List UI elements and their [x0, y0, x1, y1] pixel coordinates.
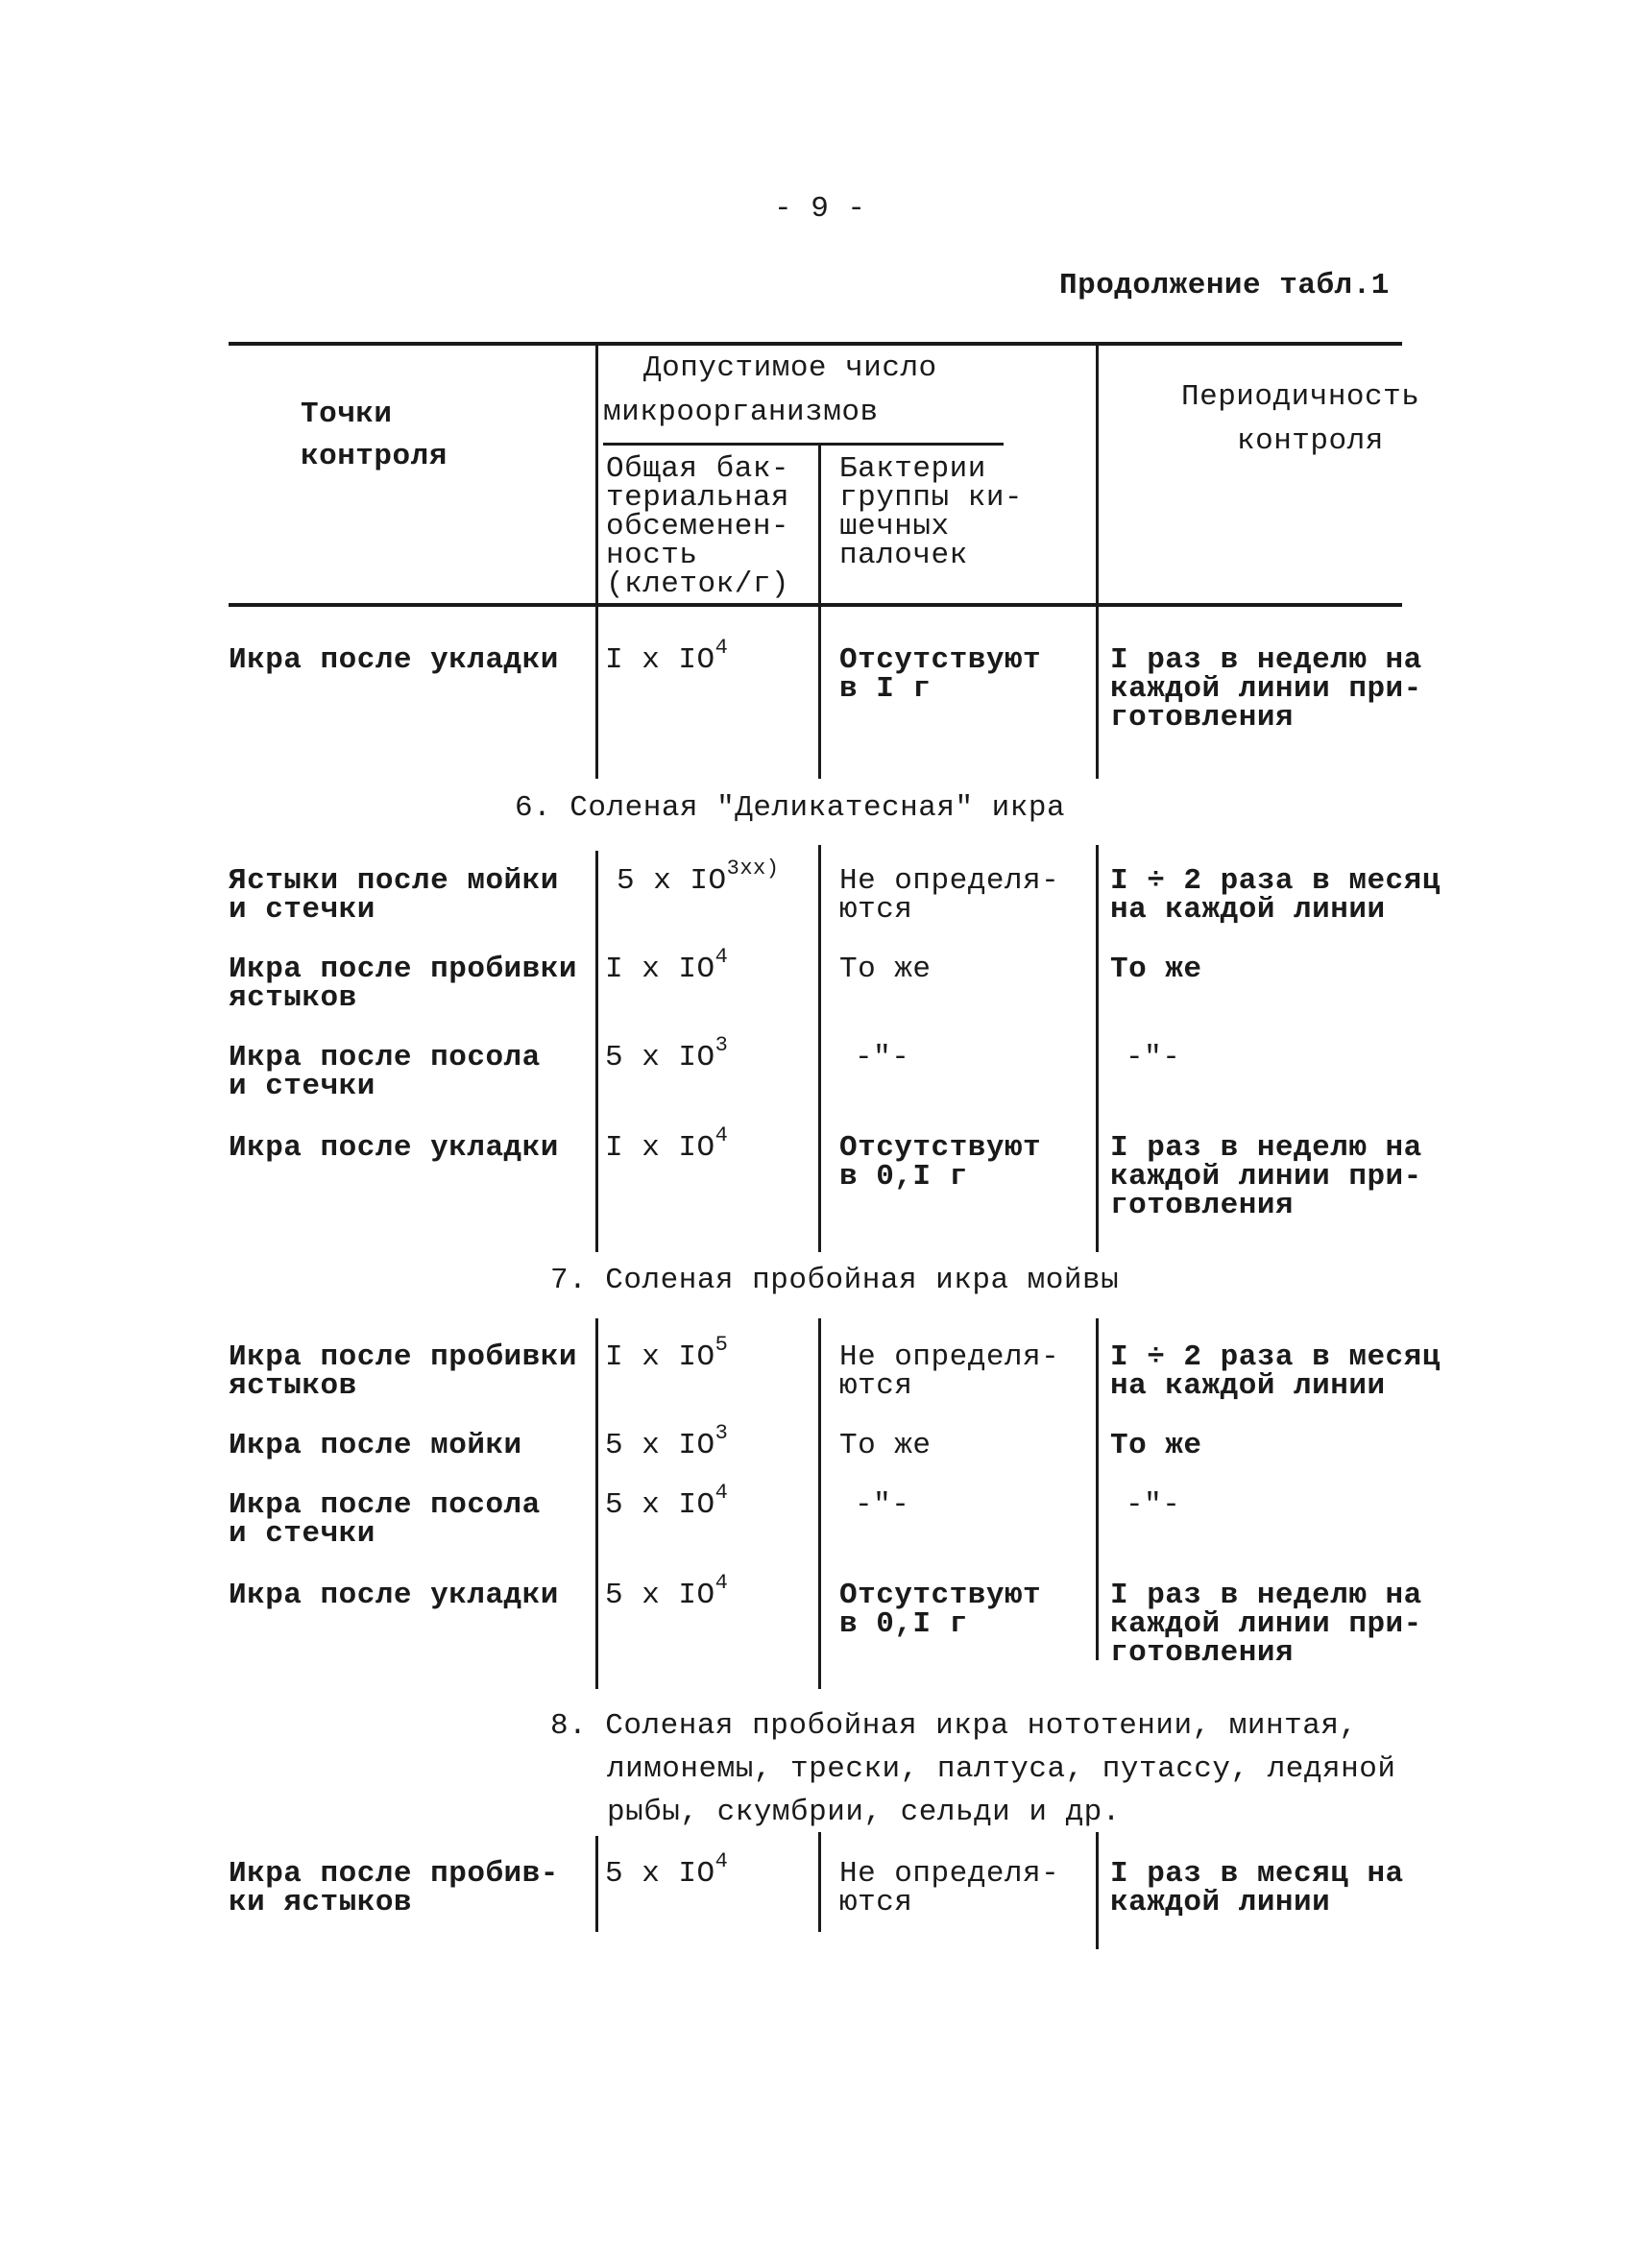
row-bacteria: ются [839, 1886, 913, 1919]
body-divider-1c [595, 1318, 598, 1689]
col-header-bacteria-2: группы ки- [839, 481, 1024, 515]
row-period: I раз в неделю на [1110, 1131, 1422, 1165]
row-period: готовления [1110, 701, 1295, 735]
row-period: I ÷ 2 раза в месяц [1110, 1340, 1441, 1374]
row-point: и стечки [229, 1517, 375, 1551]
row-count: 5 x $IO^3$ [605, 1420, 729, 1462]
row-count: 5 x $IO^3$ [605, 1032, 729, 1074]
row-count: 5 x $IO^{3xx)}$ [617, 856, 780, 898]
section-7-title: 7. Соленая пробойная икра мойвы [550, 1264, 1120, 1297]
body-divider-2d [818, 1832, 821, 1932]
col-header-total-1: Общая бак- [606, 452, 790, 486]
row-bacteria: -"- [855, 1488, 910, 1522]
row-point: ястыков [229, 1369, 357, 1403]
row-point: Икра после пробивки [229, 953, 577, 986]
row-count: I x $IO^4$ [605, 944, 729, 986]
row-point: ястыков [229, 981, 357, 1015]
row-point: и стечки [229, 893, 375, 927]
section-8-title-line-2: лимонемы, трески, палтуса, путассу, ледяной [607, 1752, 1396, 1786]
row-count: 5 x $IO^4$ [605, 1570, 729, 1612]
row-count: 5 x $IO^4$ [605, 1480, 729, 1522]
row-bacteria: ются [839, 1369, 913, 1403]
row-count: I x $IO^4$ [605, 1122, 729, 1165]
row-period: каждой линии при- [1110, 672, 1422, 706]
row-period: каждой линии [1110, 1886, 1331, 1919]
row-period: готовления [1110, 1189, 1295, 1222]
header-bottom-rule [229, 603, 1402, 607]
row-point: ки ястыков [229, 1886, 413, 1919]
row-period: I ÷ 2 раза в месяц [1110, 864, 1441, 898]
row-period: -"- [1126, 1041, 1181, 1074]
row-bacteria: в 0,I г [839, 1607, 968, 1641]
row-period: каждой линии при- [1110, 1607, 1422, 1641]
row-point: и стечки [229, 1070, 375, 1103]
row-bacteria: То же [839, 953, 932, 986]
body-divider-1a [595, 606, 598, 779]
row-point: Икра после укладки [229, 1579, 559, 1612]
row-bacteria: -"- [855, 1041, 910, 1074]
col-header-bacteria-4: палочек [839, 539, 968, 572]
row-bacteria: в 0,I г [839, 1160, 968, 1194]
row-bacteria: Не определя- [839, 1857, 1060, 1891]
row-bacteria: Не определя- [839, 1340, 1060, 1374]
section-6-title: 6. Соленая "Деликатесная" икра [515, 791, 1066, 825]
header-divider-1 [595, 342, 598, 606]
col-header-points: Точки [301, 398, 393, 431]
body-divider-3b [1096, 845, 1099, 1252]
row-bacteria: в I г [839, 672, 932, 706]
row-count: I x $IO^4$ [605, 635, 729, 677]
col-header-allowed-2: микроорганизмов [603, 396, 879, 429]
col-header-points-2: контроля [301, 440, 448, 473]
header-divider-3 [1096, 342, 1099, 606]
col-header-total-4: ность [606, 539, 698, 572]
body-divider-2a [818, 606, 821, 779]
row-period: I раз в неделю на [1110, 643, 1422, 677]
table-continuation-note: Продолжение табл.1 [1059, 269, 1390, 302]
row-bacteria: Не определя- [839, 864, 1060, 898]
body-divider-1b [595, 851, 598, 1252]
row-point: Икра после укладки [229, 643, 559, 677]
page-number: - 9 - [774, 192, 866, 226]
row-bacteria: Отсутствуют [839, 1579, 1042, 1612]
col-header-bacteria-3: шечных [839, 510, 950, 543]
header-divider-2 [818, 445, 821, 606]
body-divider-3c [1096, 1318, 1099, 1660]
row-period: на каждой линии [1110, 1369, 1386, 1403]
body-divider-1d [595, 1836, 598, 1932]
body-divider-2c [818, 1318, 821, 1689]
row-bacteria: Отсутствуют [839, 643, 1042, 677]
col-header-bacteria-1: Бактерии [839, 452, 986, 486]
body-divider-3a [1096, 606, 1099, 779]
row-period: готовления [1110, 1636, 1295, 1670]
row-period: на каждой линии [1110, 893, 1386, 927]
row-count: 5 x $IO^4$ [605, 1848, 729, 1891]
row-period: -"- [1126, 1488, 1181, 1522]
col-header-total-5: (клеток/г) [606, 567, 790, 601]
row-period: I раз в неделю на [1110, 1579, 1422, 1612]
section-8-title-line-3: рыбы, скумбрии, сельди и др. [607, 1796, 1121, 1829]
row-point: Ястыки после мойки [229, 864, 559, 898]
row-point: Икра после укладки [229, 1131, 559, 1165]
body-divider-3d [1096, 1832, 1099, 1949]
row-bacteria: То же [839, 1429, 932, 1462]
col-header-total-2: териальная [606, 481, 790, 515]
table-top-rule [229, 342, 1402, 346]
section-8-title-line-1: 8. Соленая пробойная икра нототении, минтая, [550, 1709, 1358, 1743]
row-point: Икра после мойки [229, 1429, 522, 1462]
col-header-total-3: обсеменен- [606, 510, 790, 543]
row-count: I x $IO^5$ [605, 1332, 729, 1374]
group-header-rule [603, 443, 1004, 446]
row-bacteria: Отсутствуют [839, 1131, 1042, 1165]
row-period: I раз в месяц на [1110, 1857, 1404, 1891]
col-header-allowed: Допустимое число [643, 351, 937, 385]
row-period: каждой линии при- [1110, 1160, 1422, 1194]
body-divider-2b [818, 845, 821, 1252]
row-point: Икра после посола [229, 1488, 541, 1522]
row-period: То же [1110, 953, 1202, 986]
col-header-period: Периодичность [1181, 380, 1420, 414]
row-point: Икра после пробив- [229, 1857, 559, 1891]
col-header-period-2: контроля [1237, 424, 1384, 458]
row-point: Икра после посола [229, 1041, 541, 1074]
row-bacteria: ются [839, 893, 913, 927]
row-period: То же [1110, 1429, 1202, 1462]
row-point: Икра после пробивки [229, 1340, 577, 1374]
